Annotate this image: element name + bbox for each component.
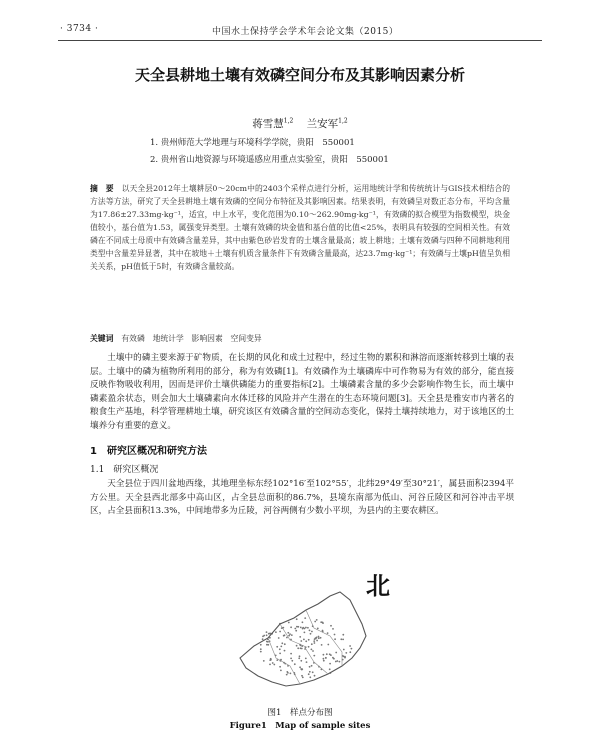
sample-point [311, 643, 313, 645]
sample-point [335, 652, 337, 654]
author-1-sup: 1,2 [283, 117, 294, 125]
sample-point [345, 652, 347, 654]
abstract [90, 182, 510, 273]
sample-point [294, 628, 296, 630]
keywords-text: 有效磷 地统计学 影响因素 空间变异 [121, 334, 262, 343]
sample-point [288, 635, 290, 637]
sample-point [327, 644, 329, 646]
sample-point [309, 666, 311, 668]
sample-point [279, 648, 281, 650]
sample-point [286, 674, 288, 676]
sample-point [280, 646, 282, 648]
author-1: 蒋雪慧 [252, 118, 284, 130]
sample-point [276, 659, 278, 661]
study-area-paragraph: 天全县位于四川盆地西缘，其地理坐标东经102°16′至102°55′，北纬29°49′至30°21′，属县面积2394平方公里。天全县西北部多中高山区，占全县总面积的86.7%，县境东南部为低山、河谷丘陵区和河谷冲击平坝区，占全县面积13.3%，中间地带多为丘陵，河谷两侧有少数小平坝，为县内的主要农耕区。 [90, 479, 514, 517]
sample-point [349, 651, 351, 653]
sample-point [260, 648, 262, 650]
sample-point [311, 649, 313, 651]
sample-point [305, 640, 307, 642]
sample-point [313, 655, 315, 657]
sample-point [334, 634, 336, 636]
keywords [90, 332, 510, 345]
header-rule [58, 40, 542, 41]
sample-point [296, 645, 298, 647]
affiliation-2: 2. 贵州省山地资源与环境遥感应用重点实验室，贵阳 550001 [150, 155, 389, 165]
sample-point [327, 632, 329, 634]
sample-point [310, 633, 312, 635]
sample-point [318, 637, 320, 639]
sample-point [325, 657, 327, 659]
sample-point [326, 653, 328, 655]
sample-point [266, 644, 268, 646]
sample-point [305, 658, 307, 660]
sample-point [309, 671, 311, 673]
sample-point [307, 627, 309, 629]
north-arrow-label: 北 [366, 572, 390, 600]
sample-point [295, 630, 297, 632]
sample-point [342, 639, 344, 641]
abstract-text: 以天全县2012年土壤耕层0～20cm中的2403个采样点进行分析，运用地统计学和传统统计与GIS技术相结合的方法等方法，研究了天全县耕地土壤有效磷的空间分布特征及其影响因素。结果表明，有效磷呈对数正态分布，平均含量为17.86±27.33mg·kg⁻¹，适宜，中上水平，变化范围为0.10～262.90mg·kg⁻¹，有效磷的拟合模型为指数模型，块金值较小，基台值为1.53，属强变异类型。土壤有效磷的块金值和基台值的比值<25%，表明具有较强的空间相关性。有效磷在不同成土母质中有效磷含量差异，其中由紫色砂岩发育的土壤含量最高；坡上耕地；土壤有效磷与四种不同耕地利用类型中含量差异显著，其中在坡地＋土壤有机质含量条件下有效磷含量最高，达23.7mg·kg⁻¹；有效磷与土壤pH值呈负相关关系，pH值低于5时，有效磷含量较高。 [90, 184, 510, 271]
paper-title: 天全县耕地土壤有效磷空间分布及其影响因素分析 [134, 66, 465, 84]
sample-point [290, 653, 292, 655]
sample-point [335, 661, 337, 663]
sample-point [320, 637, 322, 639]
sample-point [304, 617, 306, 619]
sample-point [303, 639, 305, 641]
sample-point [311, 631, 313, 633]
sample-point [276, 646, 278, 648]
sample-point [309, 630, 311, 632]
sample-point [302, 621, 304, 623]
sample-point [300, 640, 302, 642]
author-2: 兰安军 [306, 118, 339, 130]
sample-point [311, 665, 313, 667]
sample-point [281, 642, 283, 644]
sample-point [302, 628, 304, 630]
sample-point [287, 672, 289, 674]
sample-point [291, 634, 293, 636]
sample-point [284, 643, 286, 645]
sample-point [273, 664, 275, 666]
sample-point [317, 628, 319, 630]
sample-point [320, 621, 322, 623]
sample-point [296, 618, 298, 620]
sample-point [300, 647, 302, 649]
sample-point [294, 663, 296, 665]
sample-point [312, 650, 314, 652]
sample-point [280, 670, 282, 672]
sample-point [340, 638, 342, 640]
sample-point [299, 655, 301, 657]
sample-point [314, 642, 316, 644]
sample-point [284, 634, 286, 636]
page-number: · 3734 · [60, 24, 99, 34]
county-boundary [240, 592, 366, 686]
affiliation-1: 1. 贵州师范大学地理与环境科学学院，贵阳 550001 [150, 138, 355, 148]
sample-point [279, 631, 281, 633]
sample-point [329, 653, 331, 655]
intro-paragraph: 土壤中的磷主要来源于矿物质，在长期的风化和成土过程中，经过生物的累积和淋溶而逐渐转移到土壤的表层。土壤中的磷为植物所利用的部分，称为有效磷[1]。有效磷作为土壤磷库中可作物易为有效的部分，能直接反映作物吸收利用，因而是评价土壤供磷能力的重要指标[2]。土壤磷素含量的多少会影响作物生长，而土壤中磷素盈余状态，则会加大土壤磷素向水体迁移的风险并产生潜在的生态环境问题[3]。天全县是雅安市内著名的粮食生产基地，科学管理耕地土壤，研究该区有效磷含量的空间动态变化，保持土壤持续地力，对于该地区的土壤养分有重要的意义。 [90, 353, 514, 431]
sample-point [266, 641, 268, 643]
sample-point [342, 634, 344, 636]
sample-point [262, 636, 264, 638]
sample-point [308, 646, 310, 648]
sample-point [272, 662, 274, 664]
sample-point [351, 648, 353, 650]
sample-point [332, 657, 334, 659]
sample-point [323, 660, 325, 662]
keywords-label: 关键词 [90, 334, 114, 343]
sample-point [279, 666, 281, 668]
sample-point [268, 633, 270, 635]
sample-point [260, 644, 262, 646]
sample-point [312, 671, 314, 673]
sample-point [269, 664, 271, 666]
sample-point [322, 622, 324, 624]
sample-point [263, 660, 265, 662]
author-2-sup: 1,2 [338, 117, 348, 125]
subsection-heading: 1.1 研究区概况 [90, 465, 159, 475]
figure-caption-en: Figure1 Map of sample sites [229, 721, 371, 731]
sample-point [349, 645, 351, 647]
sample-point [343, 649, 345, 651]
sample-site-map [210, 566, 406, 702]
sample-point [304, 628, 306, 630]
sample-point [290, 673, 292, 675]
sample-point [298, 657, 300, 659]
sample-point [270, 658, 272, 660]
sample-point [297, 647, 299, 649]
sample-point [344, 657, 346, 659]
sample-point [290, 626, 292, 628]
section-heading: 1 研究区概况和研究方法 [90, 446, 207, 457]
sample-point [316, 640, 318, 642]
sample-point [306, 661, 308, 663]
sample-point [300, 660, 302, 662]
sample-point [323, 658, 325, 660]
figure-caption-zh: 图1 样点分布图 [267, 708, 333, 718]
sample-point [266, 634, 268, 636]
sample-point [314, 621, 316, 623]
sample-point [262, 638, 264, 640]
sample-point [329, 663, 331, 665]
sample-point [299, 636, 301, 638]
sample-point [301, 668, 303, 670]
sample-point [323, 654, 325, 656]
sample-point [334, 638, 336, 640]
sample-point [309, 676, 311, 678]
sample-point [316, 637, 318, 639]
sample-point [329, 668, 331, 670]
sample-point [321, 644, 323, 646]
sample-point [300, 627, 302, 629]
sample-point [316, 619, 318, 621]
sample-point [275, 631, 277, 633]
sample-point [284, 650, 286, 652]
sample-point [297, 626, 299, 628]
sample-point [318, 636, 320, 638]
inner-boundary-3 [268, 638, 300, 684]
sample-point [302, 677, 304, 679]
sample-point [286, 637, 288, 639]
sample-point [332, 628, 334, 630]
sample-point [278, 637, 280, 639]
abstract-label: 摘 要 [90, 184, 114, 193]
sample-point [290, 658, 292, 660]
sample-point [287, 632, 289, 634]
sample-point [279, 653, 281, 655]
sample-point [266, 631, 268, 633]
sample-point [289, 633, 291, 635]
sample-point [301, 675, 303, 677]
sample-point [330, 625, 332, 627]
sample-point [313, 640, 315, 642]
sample-point [308, 639, 310, 641]
sample-point [288, 622, 290, 624]
sample-point [314, 675, 316, 677]
sample-point [299, 666, 301, 668]
journal-header: 中国水土保持学会学术年会论文集（2015） [212, 27, 399, 37]
sample-point [291, 660, 293, 662]
sample-point [260, 651, 262, 653]
sample-point [339, 661, 341, 663]
authors [0, 116, 600, 131]
sample-point [308, 673, 310, 675]
sample-point [304, 632, 306, 634]
